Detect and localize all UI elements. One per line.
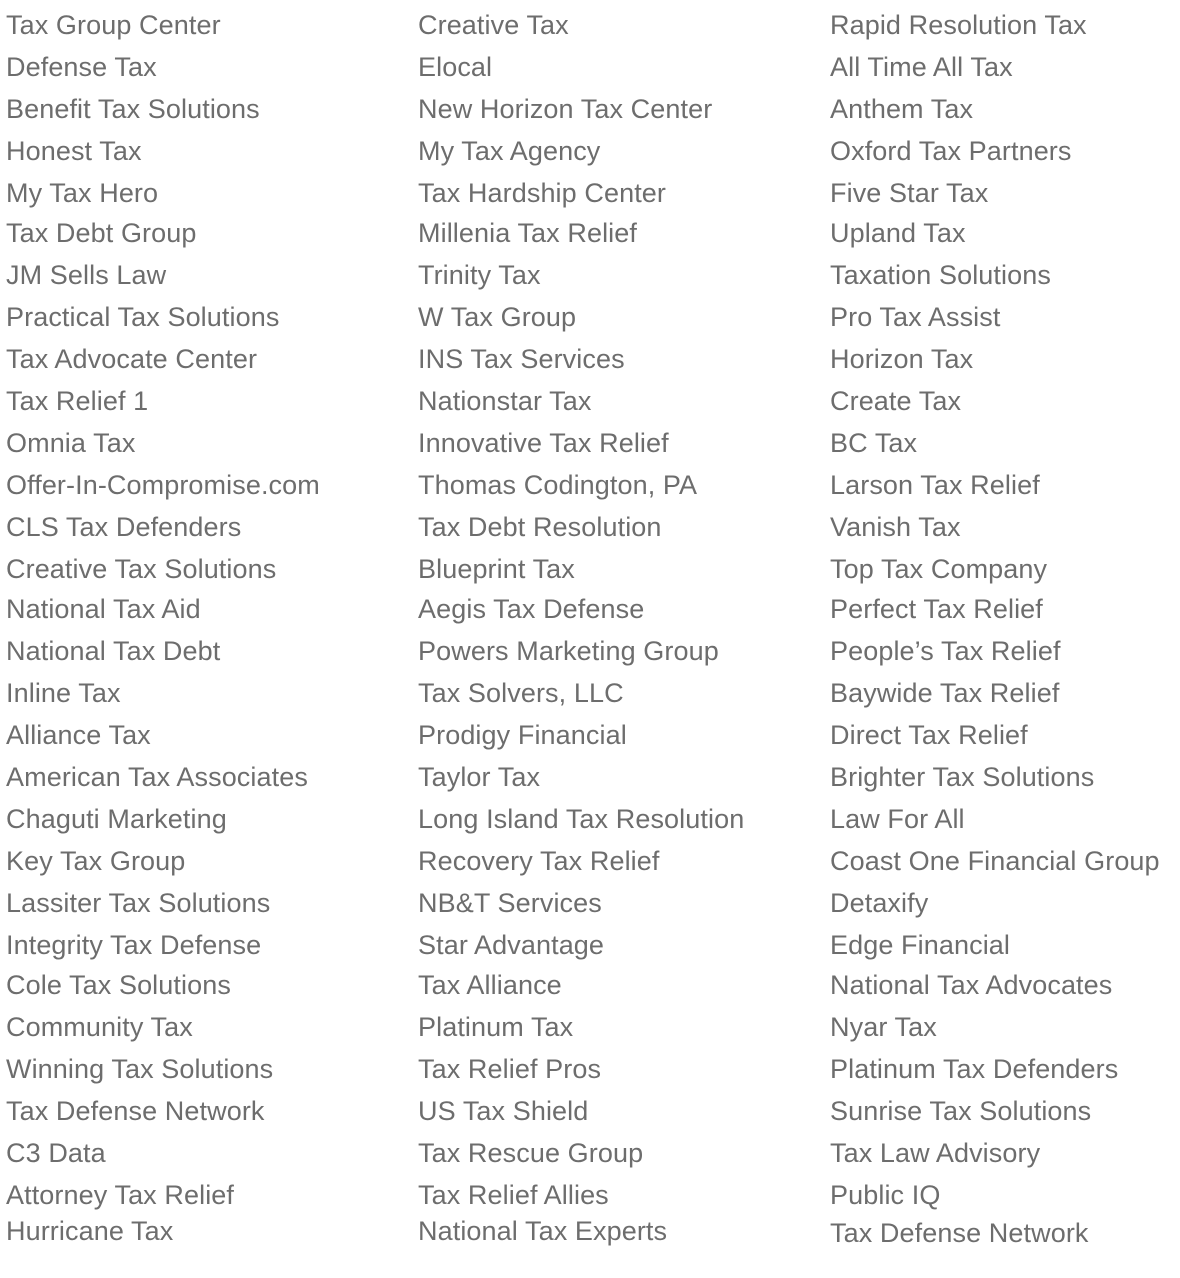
company-name: National Tax Experts: [418, 1216, 668, 1246]
company-name: Tax Alliance: [418, 970, 562, 1000]
company-name: Alliance Tax: [6, 720, 151, 750]
company-name: US Tax Shield: [418, 1096, 589, 1126]
company-name: Creative Tax: [418, 10, 569, 40]
company-name: Tax Hardship Center: [418, 178, 667, 208]
company-name: Top Tax Company: [830, 554, 1048, 584]
company-name: Direct Tax Relief: [830, 720, 1028, 750]
company-name: NB&T Services: [418, 888, 602, 918]
company-name: Tax Debt Resolution: [418, 512, 662, 542]
company-name: Upland Tax: [830, 218, 966, 248]
company-name: National Tax Aid: [6, 594, 201, 624]
company-name: National Tax Debt: [6, 636, 221, 666]
company-name: Brighter Tax Solutions: [830, 762, 1095, 792]
company-name: Coast One Financial Group: [830, 846, 1160, 876]
company-name: Perfect Tax Relief: [830, 594, 1043, 624]
company-name: Public IQ: [830, 1180, 941, 1210]
company-name: Tax Rescue Group: [418, 1138, 644, 1168]
company-name: Honest Tax: [6, 136, 142, 166]
company-name: Tax Relief 1: [6, 386, 149, 416]
company-name: Innovative Tax Relief: [418, 428, 669, 458]
company-name: Recovery Tax Relief: [418, 846, 660, 876]
company-name: Platinum Tax Defenders: [830, 1054, 1119, 1084]
company-name: Pro Tax Assist: [830, 302, 1001, 332]
company-name: Anthem Tax: [830, 94, 974, 124]
company-name: Long Island Tax Resolution: [418, 804, 745, 834]
company-name: Hurricane Tax: [6, 1216, 174, 1246]
company-name: New Horizon Tax Center: [418, 94, 713, 124]
company-name: Aegis Tax Defense: [418, 594, 645, 624]
company-name: Taxation Solutions: [830, 260, 1051, 290]
company-name: Offer-In-Compromise.com: [6, 470, 320, 500]
company-name: CLS Tax Defenders: [6, 512, 242, 542]
company-name: Blueprint Tax: [418, 554, 575, 584]
company-name: W Tax Group: [418, 302, 577, 332]
company-name: Thomas Codington, PA: [418, 470, 698, 500]
company-name: My Tax Agency: [418, 136, 601, 166]
company-name: Tax Relief Allies: [418, 1180, 609, 1210]
company-name: Millenia Tax Relief: [418, 218, 637, 248]
company-name: Star Advantage: [418, 930, 605, 960]
company-name: Tax Defense Network: [830, 1218, 1089, 1248]
company-name: American Tax Associates: [6, 762, 308, 792]
company-name: Inline Tax: [6, 678, 121, 708]
company-name: Rapid Resolution Tax: [830, 10, 1087, 40]
company-name: National Tax Advocates: [830, 970, 1113, 1000]
company-name: All Time All Tax: [830, 52, 1013, 82]
company-name: People’s Tax Relief: [830, 636, 1061, 666]
company-name: Create Tax: [830, 386, 962, 416]
company-name: Winning Tax Solutions: [6, 1054, 274, 1084]
company-name: JM Sells Law: [6, 260, 167, 290]
company-name: Sunrise Tax Solutions: [830, 1096, 1092, 1126]
company-name: Tax Debt Group: [6, 218, 197, 248]
company-name: Platinum Tax: [418, 1012, 574, 1042]
company-name: Tax Defense Network: [6, 1096, 265, 1126]
company-name: Larson Tax Relief: [830, 470, 1040, 500]
company-name: Law For All: [830, 804, 965, 834]
company-name: INS Tax Services: [418, 344, 625, 374]
company-name: Prodigy Financial: [418, 720, 627, 750]
company-name: Detaxify: [830, 888, 929, 918]
company-name: Elocal: [418, 52, 493, 82]
company-name: Nationstar Tax: [418, 386, 592, 416]
company-name: Practical Tax Solutions: [6, 302, 280, 332]
company-name: Community Tax: [6, 1012, 193, 1042]
company-name: Nyar Tax: [830, 1012, 937, 1042]
company-name: C3 Data: [6, 1138, 106, 1168]
company-name: Cole Tax Solutions: [6, 970, 231, 1000]
company-name: Attorney Tax Relief: [6, 1180, 235, 1210]
company-name: My Tax Hero: [6, 178, 159, 208]
company-name: Tax Group Center: [6, 10, 221, 40]
company-name: Tax Solvers, LLC: [418, 678, 624, 708]
company-name: Tax Advocate Center: [6, 344, 258, 374]
company-name: Horizon Tax: [830, 344, 974, 374]
company-name: Tax Law Advisory: [830, 1138, 1041, 1168]
company-name: Oxford Tax Partners: [830, 136, 1072, 166]
company-name: Chaguti Marketing: [6, 804, 227, 834]
company-name: Taylor Tax: [418, 762, 541, 792]
company-name: Defense Tax: [6, 52, 157, 82]
company-name: Benefit Tax Solutions: [6, 94, 260, 124]
company-name: BC Tax: [830, 428, 918, 458]
company-name: Baywide Tax Relief: [830, 678, 1060, 708]
company-name: Powers Marketing Group: [418, 636, 719, 666]
company-name: Five Star Tax: [830, 178, 989, 208]
company-name: Vanish Tax: [830, 512, 961, 542]
company-name: Edge Financial: [830, 930, 1011, 960]
company-name: Lassiter Tax Solutions: [6, 888, 271, 918]
company-name: Omnia Tax: [6, 428, 136, 458]
company-name: Trinity Tax: [418, 260, 541, 290]
company-name: Integrity Tax Defense: [6, 930, 262, 960]
company-name: Key Tax Group: [6, 846, 186, 876]
company-name: Creative Tax Solutions: [6, 554, 277, 584]
company-name: Tax Relief Pros: [418, 1054, 602, 1084]
